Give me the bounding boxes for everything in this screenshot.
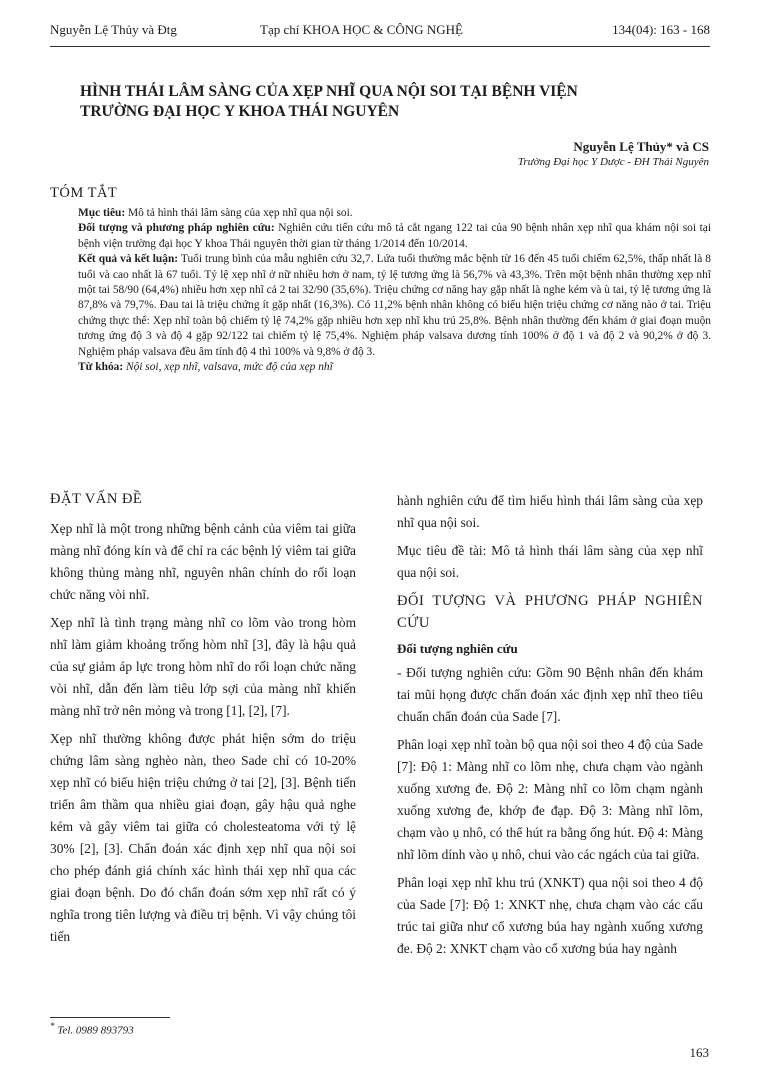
methods-heading: ĐỐI TƯỢNG VÀ PHƯƠNG PHÁP NGHIÊN CỨU: [397, 593, 703, 631]
right-column: [397, 490, 703, 966]
header-rule: [50, 46, 710, 47]
page-number: 163: [689, 1045, 709, 1060]
methods-label: Đối tượng và phương pháp nghiên cứu:: [78, 222, 275, 235]
results-text: Tuổi trung bình của mẫu nghiên cứu 32,7. Lứa tuổi thường mắc bệnh từ 16 đến 45 tuổi chiếm 62,5%, thấp nhất là 8 tuổi và cao nhất là 67 tuổi. Tỷ lệ xẹp nhĩ ở nữ nhiều hơn ở nam, tỷ lệ tương ứng là 56,7% và 43,3%. Trên một bệnh nhân thường xẹp nhĩ một tai 58/90 (64,4%) nhiều hơn xẹp nhĩ cả 2 tai 32/90 (35,6%). Triệu chứng cơ năng hay gặp nhất là nghe kém và ù tai, tỷ lệ tương ứng là 87,8% và 79,7%. Đau tai là triệu chứng ít gặp nhất (16,3%). Có 11,2% bệnh nhân không có biểu hiện triệu chứng cơ năng nào ở tai. Triệu chứng thực thể: Xẹp nhĩ toàn bộ chiếm tỷ lệ 74,2% gặp nhiều hơn xẹp nhĩ khu trú 25,8%. Bệnh nhân thường đến khám ở giai đoạn muộn tương ứng độ 3 và độ 4 gặp 92/122 tai chiếm tỷ lệ 75,4%. Nghiệm pháp valsava dương tính 100% ở độ 1 và độ 2 và 90,2% ở độ 3. Nghiệm pháp valsava đều âm tính độ 4 thì 100% và 9,8% ở độ 3.: [78, 253, 711, 358]
header-pages: 134(04): 163 - 168: [612, 22, 710, 37]
abstract-results: [78, 252, 711, 360]
keywords-label: Từ khóa:: [78, 361, 124, 374]
abstract-heading: TÓM TẮT: [50, 185, 118, 201]
intro-paragraph-2: Xẹp nhĩ là tình trạng màng nhĩ co lõm vào trong hòm nhĩ làm giảm khoảng trống hòm nhĩ [3], đây là hậu quả của sự giảm áp lực trong hòm nhĩ do rối loạn chức năng vòi nhĩ, dẫn đến làm tiêu lớp sợi của màng nhĩ khiến màng nhĩ trở nên mỏng và trong [1], [2], [7].: [50, 615, 356, 718]
header-authors: Nguyễn Lệ Thủy và Đtg: [50, 22, 177, 37]
objective-label: Mục tiêu:: [78, 207, 126, 219]
subjects-heading: Đối tượng nghiên cứu: [397, 641, 518, 656]
intro-paragraph-3: Xẹp nhĩ thường không được phát hiện sớm do triệu chứng lâm sàng nghèo nàn, theo Sade chỉ có 10-20% xẹp nhĩ có biểu hiện triệu chứng ở tai [2], [3]. Bệnh tiến triển âm thầm qua nhiều giai đoạn, gây hậu quả nghe kém và gây viêm tai giữa có cholesteatoma với tỷ lệ 30% [2], [3]. Chẩn đoán xác định xẹp nhĩ qua nội soi cho phép đánh giá chính xác hình thái xẹp nhĩ qua các giai đoạn bệnh. Do đó chẩn đoán sớm xẹp nhĩ rất có ý nghĩa trong tiên lượng và điều trị bệnh. Vì vậy chúng tôi tiến: [50, 731, 356, 944]
author-line: Nguyễn Lệ Thủy* và CS: [573, 139, 709, 154]
running-header: [50, 22, 710, 44]
right-paragraph-2: Mục tiêu đề tài: Mô tả hình thái lâm sàng của xẹp nhĩ qua nội soi.: [397, 543, 703, 580]
abstract-methods: [78, 221, 711, 252]
title-line-2: TRƯỜNG ĐẠI HỌC Y KHOA THÁI NGUYÊN: [80, 103, 400, 120]
right-paragraph-5: Phân loại xẹp nhĩ khu trú (XNKT) qua nội soi theo 4 độ của Sade [7]: Độ 1: XNKT nhẹ, chưa chạm vào các cấu trúc tai giữa như cổ xương búa hay ngành xuống xương đe. Độ 2: XNKT chạm vào cổ xương búa hay ngành: [397, 875, 703, 956]
objective-text: Mô tả hình thái lâm sàng của xẹp nhĩ qua nội soi.: [125, 207, 353, 219]
paper-title: [80, 82, 680, 122]
intro-paragraph-1: Xẹp nhĩ là một trong những bệnh cảnh của viêm tai giữa màng nhĩ đóng kín và để chỉ ra các bệnh lý viêm tai giữa không thủng màng nhĩ, nguyên nhân chính do rối loạn chức năng vòi nhĩ.: [50, 521, 356, 602]
footnote-rule: [50, 1017, 170, 1018]
left-column: [50, 488, 356, 954]
header-journal: Tạp chí KHOA HỌC & CÔNG NGHỆ: [260, 22, 463, 37]
abstract-body: [78, 206, 711, 375]
methods-text: Nghiên cứu tiến cứu mô tả cắt ngang 122 tai của 90 bệnh nhân xẹp nhĩ qua khám nội soi tại bệnh viện trường đại học Y khoa Thái nguyên thời gian từ tháng 1/2014 đến 10/2014.: [78, 222, 711, 250]
intro-heading: ĐẶT VẤN ĐỀ: [50, 491, 143, 507]
right-paragraph-1: hành nghiên cứu để tìm hiểu hình thái lâm sàng của xẹp nhĩ qua nội soi.: [397, 493, 703, 530]
footnote-text: Tel. 0989 893793: [57, 1024, 134, 1037]
footnote: * Tel. 0989 893793: [50, 1021, 134, 1037]
keywords-text: Nội soi, xẹp nhĩ, valsava, mức độ của xẹp nhĩ: [123, 361, 333, 374]
right-paragraph-3: - Đối tượng nghiên cứu: Gồm 90 Bệnh nhân đến khám tai mũi họng được chẩn đoán xác định xẹp nhĩ theo tiêu chuẩn chẩn đoán của Sade [7].: [397, 665, 703, 724]
results-label: Kết quả và kết luận:: [78, 253, 179, 266]
right-paragraph-4: Phân loại xẹp nhĩ toàn bộ qua nội soi theo 4 độ của Sade [7]: Độ 1: Màng nhĩ co lõm nhẹ, chưa chạm vào ngành xuống xương đe. Độ 2: Màng nhĩ co lõm chạm ngành xuống xương đe, khớp đe đạp. Độ 3: Màng nhĩ lõm, chạm vào ụ nhô, có thể hút ra bằng ống hút. Độ 4: Màng nhĩ lõm dính vào ụ nhô, chui vào các ngách của tai giữa.: [397, 737, 703, 862]
affiliation: Trường Đại học Y Dược - ĐH Thái Nguyên: [517, 156, 709, 168]
abstract-keywords: [78, 360, 711, 375]
title-line-1: HÌNH THÁI LÂM SÀNG CỦA XẸP NHĨ QUA NỘI SOI TẠI BỆNH VIỆN: [80, 83, 578, 100]
abstract-objective: [78, 206, 711, 221]
